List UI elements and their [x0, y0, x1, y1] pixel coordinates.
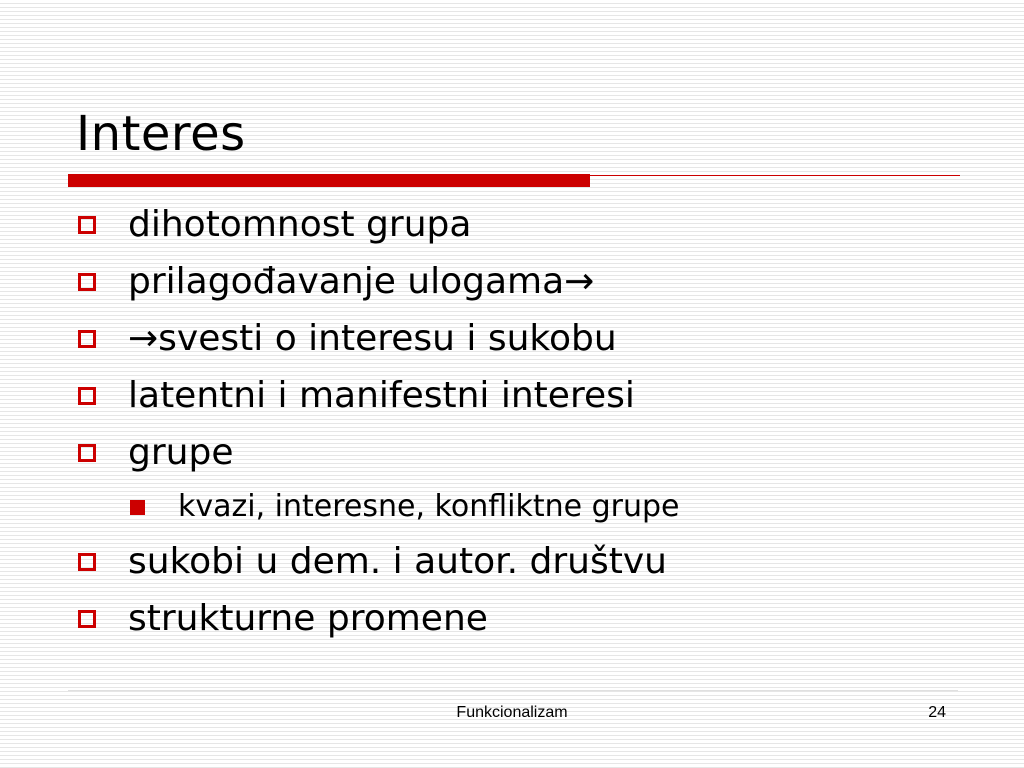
hollow-square-icon	[78, 273, 96, 291]
hollow-square-icon	[78, 610, 96, 628]
hollow-square-icon	[78, 330, 96, 348]
list-item-text: latentni i manifestni interesi	[128, 375, 635, 416]
list-item-text: dihotomnost grupa	[128, 204, 472, 245]
slide-title: Interes	[76, 106, 246, 162]
page-number: 24	[928, 704, 946, 721]
filled-square-icon	[130, 500, 145, 515]
hollow-square-icon	[78, 216, 96, 234]
sub-list-item	[76, 481, 976, 533]
sub-list-item-text: kvazi, interesne, konfliktne grupe	[178, 489, 680, 524]
list-item	[76, 533, 976, 590]
list-item	[76, 196, 976, 253]
footer-divider	[68, 690, 958, 691]
list-item	[76, 424, 976, 481]
list-item	[76, 310, 976, 367]
hollow-square-icon	[78, 553, 96, 571]
list-item-text: →svesti o interesu i sukobu	[128, 318, 617, 359]
title-underline-thick	[68, 174, 590, 187]
list-item-text: strukturne promene	[128, 598, 488, 639]
list-item	[76, 590, 976, 647]
list-item-text: grupe	[128, 432, 234, 473]
list-item-text: sukobi u dem. i autor. društvu	[128, 541, 667, 582]
list-item	[76, 253, 976, 310]
footer-title: Funkcionalizam	[456, 704, 568, 721]
bullet-list	[76, 196, 976, 647]
list-item	[76, 367, 976, 424]
hollow-square-icon	[78, 444, 96, 462]
list-item-text: prilagođavanje ulogama→	[128, 261, 595, 302]
title-underline-thin	[590, 175, 960, 176]
hollow-square-icon	[78, 387, 96, 405]
